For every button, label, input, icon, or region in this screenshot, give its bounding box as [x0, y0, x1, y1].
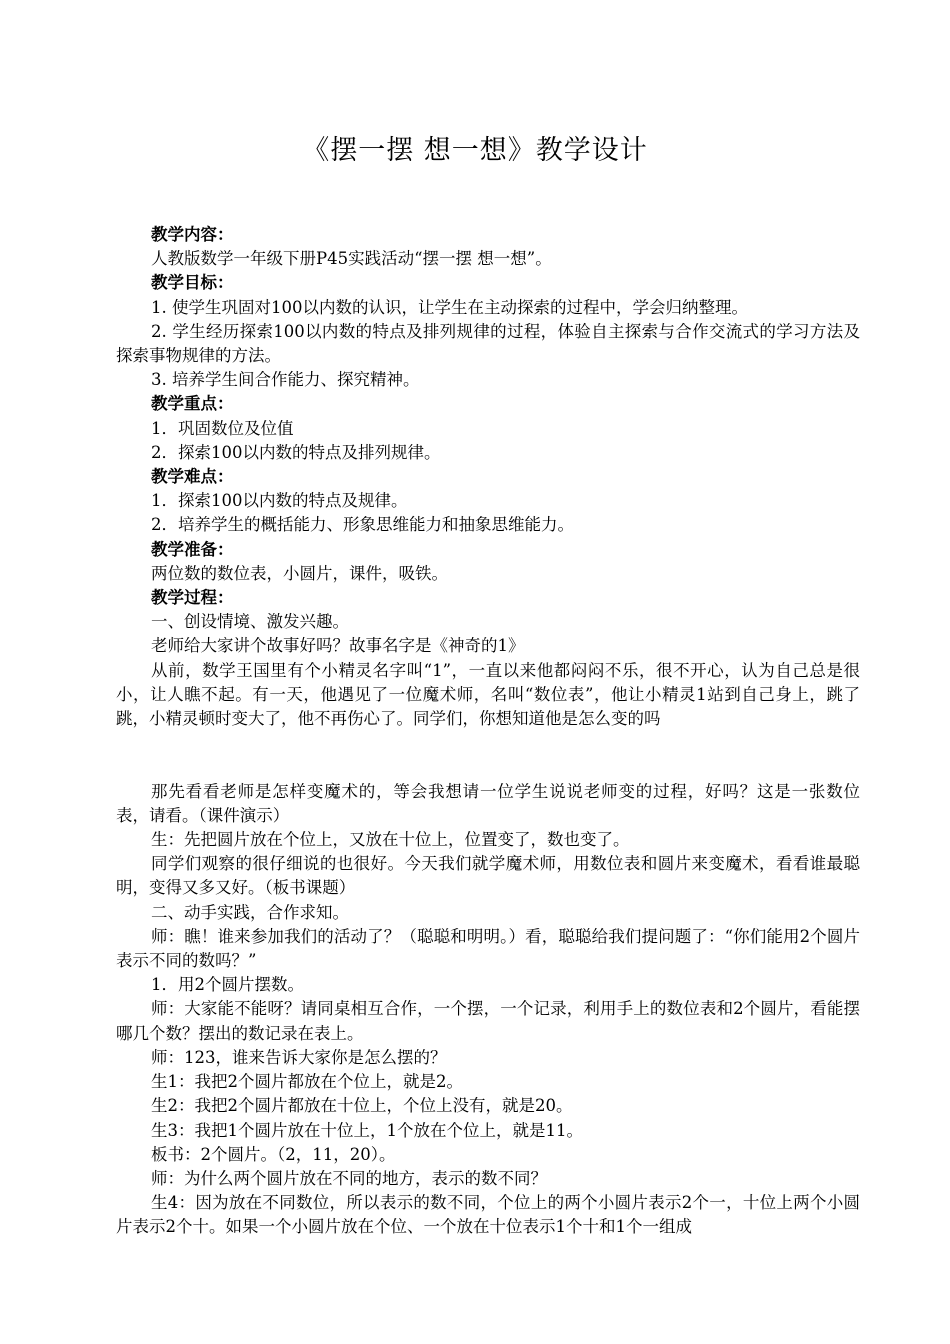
paragraph: 同学们观察的很仔细说的也很好。今天我们就学魔术师，用数位表和圆片来变魔术，看看谁最聪明，变得又多又好。（板书课题）	[116, 854, 860, 898]
paragraph: 生4：因为放在不同数位，所以表示的数不同，个位上的两个小圆片表示2个一，十位上两个小圆片表示2个十。如果一个小圆片放在个位、一个放在十位表示1个十和1个一组成	[116, 1193, 860, 1237]
paragraph: 2．探索100以内数的特点及排列规律。	[151, 442, 441, 462]
heading-teaching-content: 教学内容：	[151, 225, 234, 244]
heading-teaching-difficulty: 教学难点：	[151, 467, 234, 487]
paragraph: 生1：我把2个圆片都放在个位上，就是2。	[151, 1072, 463, 1092]
paragraph: 人教版数学一年级下册P45实践活动“摆一摆 想一想”。	[151, 249, 552, 269]
paragraph: 师：为什么两个圆片放在不同的地方，表示的数不同？	[151, 1168, 547, 1188]
paragraph: 两位数的数位表，小圆片，课件，吸铁。	[151, 563, 448, 583]
paragraph: 生2：我把2个圆片都放在十位上，个位上没有，就是20。	[151, 1096, 573, 1116]
paragraph: 师：瞧！谁来参加我们的活动了？（聪聪和明明。）看，聪聪给我们提问题了：“你们能用2个圆片表示不同的数吗？”	[116, 926, 860, 971]
heading-teaching-preparation: 教学准备：	[151, 539, 234, 559]
heading-teaching-focus: 教学重点：	[151, 394, 234, 414]
paragraph: 2. 学生经历探索100以内数的特点及排列规律的过程，体验自主探索与合作交流式的学习方法及探索事物规律的方法。	[116, 321, 860, 366]
document-title: 《摆一摆 想一想》教学设计	[302, 135, 648, 166]
heading-teaching-goals: 教学目标：	[151, 273, 234, 293]
paragraph: 从前，数学王国里有个小精灵名字叫“1”，一直以来他都闷闷不乐，很不开心，认为自己总是很小，让人瞧不起。有一天，他遇见了一位魔术师，名叫“数位表”，他让小精灵1站到自己身上，跳了跳，小精灵顿时变大了，他不再伤心了。同学们，你想知道他是怎么变的吗	[116, 660, 860, 729]
paragraph: 板书：2个圆片。（2，11，20）。	[151, 1144, 396, 1164]
paragraph: 2．培养学生的概括能力、形象思维能力和抽象思维能力。	[151, 515, 574, 535]
paragraph: 老师给大家讲个故事好吗？故事名字是《神奇的1》	[151, 636, 525, 656]
paragraph: 生3：我把1个圆片放在十位上，1个放在个位上，就是11。	[151, 1120, 583, 1140]
heading-teaching-process: 教学过程：	[151, 588, 234, 608]
paragraph: 师：123，谁来告诉大家你是怎么摆的？	[151, 1047, 447, 1067]
paragraph: 1. 使学生巩固对100以内数的认识，让学生在主动探索的过程中，学会归纳整理。	[151, 297, 748, 317]
paragraph: 二、动手实践，合作求知。	[151, 902, 349, 922]
paragraph: 1．探索100以内数的特点及规律。	[151, 491, 408, 511]
paragraph: 1．巩固数位及位值	[151, 418, 294, 438]
paragraph: 师：大家能不能呀？请同桌相互合作，一个摆，一个记录，利用手上的数位表和2个圆片，看能摆哪几个数？摆出的数记录在表上。	[116, 999, 860, 1043]
paragraph: 1．用2个圆片摆数。	[151, 975, 304, 995]
blank-gap	[116, 731, 860, 779]
paragraph: 生：先把圆片放在个位上，又放在十位上，位置变了，数也变了。	[151, 830, 630, 850]
document-body	[116, 223, 860, 1240]
paragraph: 一、创设情境、激发兴趣。	[151, 612, 349, 632]
paragraph: 那先看看老师是怎样变魔术的，等会我想请一位学生说说老师变的过程，好吗？这是一张数位表，请看。（课件演示）	[116, 781, 860, 825]
paragraph: 3. 培养学生间合作能力、探究精神。	[151, 370, 420, 390]
